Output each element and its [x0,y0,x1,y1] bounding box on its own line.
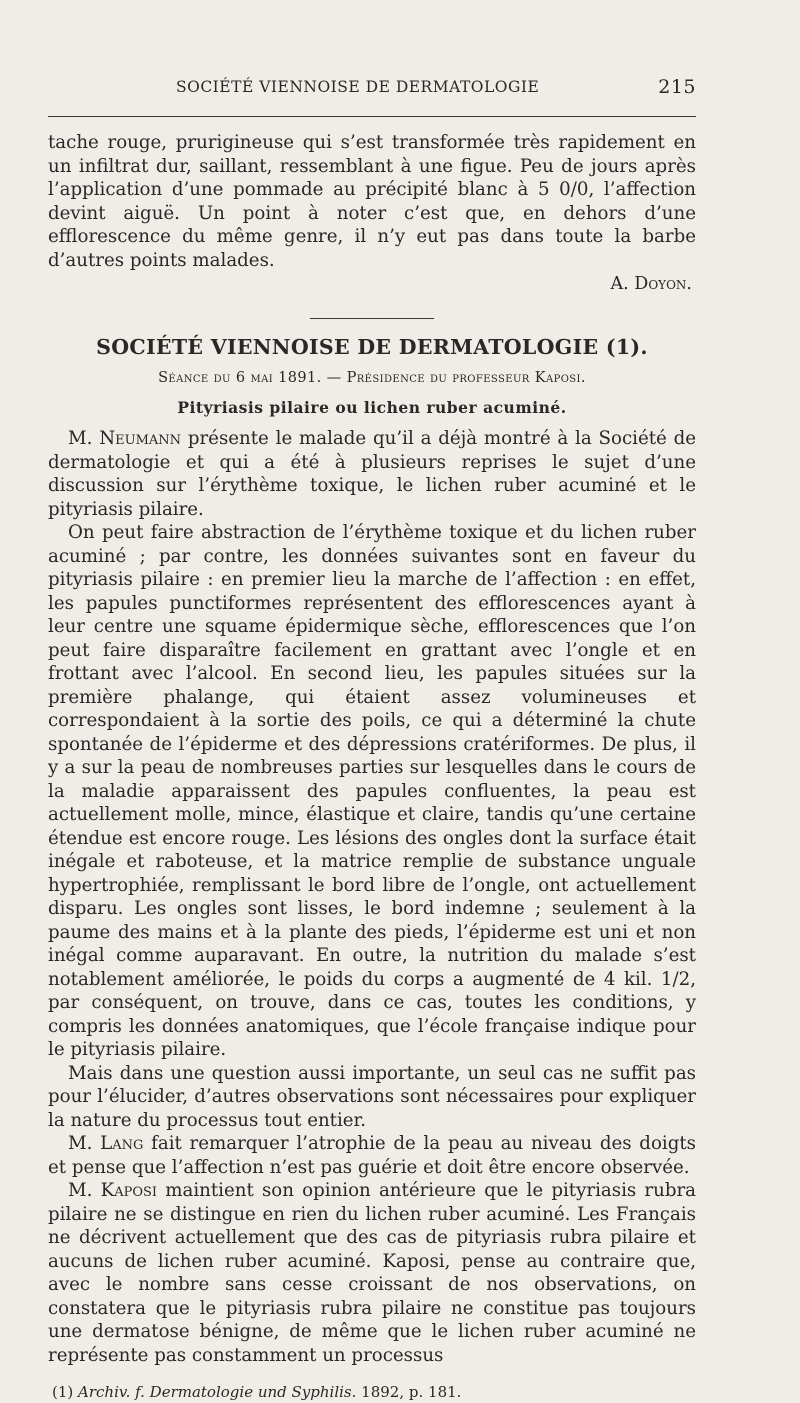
article-title: Pityriasis pilaire ou lichen ruber acuminé. [177,398,567,417]
seance-line: Séance du 6 mai 1891. — Présidence du professeur Kaposi. [158,370,586,386]
paragraph-neumann [48,427,696,521]
book-page [48,0,697,1401]
speaker-name: M. Neumann [68,428,182,449]
running-head [48,78,696,102]
body-text [48,131,696,1403]
paragraph-text: fait remarquer l’atrophie de la peau au niveau des doigts et pense que l’affection n’est pas guérie et doit être encore observée. [48,1133,696,1178]
footnote-marker: (1) [52,1383,79,1401]
paragraph-text: présente le malade qu’il a déjà montré à la Société de dermatologie et qui a été à plusieurs reprises le sujet d’une discussion sur l’érythème toxique, le lichen ruber acuminé et le pityriasis pilaire. [48,428,696,520]
footnote [48,1381,696,1403]
header-rule [48,116,696,117]
paragraph-lang [48,1132,696,1179]
footnote-source: Archiv. f. Dermatologie und Syphilis. [78,1383,357,1401]
speaker-name: M. Kaposi [68,1180,158,1201]
section-title: SOCIÉTÉ VIENNOISE DE DERMATOLOGIE (1). [96,335,648,359]
intro-paragraph: tache rouge, prurigineuse qui s’est transformée très rapidement en un infiltrat dur, saillant, ressemblant à une figue. Peu de jours après l’application d’une pommade au précipité blanc à 5 0/0, l’affection devint aiguë. Un point à noter c’est que, en dehors d’une efflorescence du même genre, il n’y eut pas dans toute la barbe d’autres points malades. [48,132,696,271]
footnote-details: 1892, p. 181. [356,1383,462,1401]
paragraph-kaposi [48,1179,696,1367]
paragraph-analysis: On peut faire abstraction de l’érythème toxique et du lichen ruber acuminé ; par contre, les données suivantes sont en faveur du pityriasis pilaire : en premier lieu la marche de l’affection : en effet, les papules punctiformes représentent des efflorescences ayant à leur centre une squame épidermique sèche, efflorescences que l’on peut faire disparaître facilement en grattant avec l’ongle et en frottant avec l’alcool. En second lieu, les papules situées sur la première phalange, qui étaient assez volumineuses et correspondaient à la sortie des poils, ce qui a déterminé la chute spontanée de l’épiderme et des dépressions cratériformes. De plus, il y a sur la peau de nombreuses parties sur lesquelles dans le cours de la maladie apparaissent des papules confluentes, la peau est actuellement molle, mince, élastique et claire, tandis qu’une certaine étendue est encore rouge. Les lésions des ongles dont la surface était inégale et raboteuse, et la matrice remplie de substance unguale hypertrophiée, remplissant le bord libre de l’ongle, ont actuellement disparu. Les ongles sont lisses, le bord indemne ; seulement à la paume des mains et à la plante des pieds, l’épiderme est uni et non inégal comme auparavant. En outre, la nutrition du malade s’est notablement améliorée, le poids du corps a augmenté de 4 kil. 1/2, par conséquent, on trouve, dans ce cas, toutes les conditions, y compris les données anatomiques, que l’école française indique pour le pityriasis pilaire. [48,522,696,1060]
paragraph-text: maintient son opinion antérieure que le pityriasis rubra pilaire ne se distingue en rien du lichen ruber acuminé. Les Français ne décrivent actuellement que des cas de pityriasis rubra pilaire et aucuns de lichen ruber acuminé. Kaposi, pense au contraire que, avec le nombre sans cesse croissant de nos observations, on constatera que le pityriasis rubra pilaire ne constitue pas toujours une dermatose bénigne, de même que le lichen ruber acuminé ne représente pas constamment un processus [48,1180,697,1366]
speaker-name: M. Lang [68,1133,144,1154]
running-title: SOCIÉTÉ VIENNOISE DE DERMATOLOGIE [176,78,540,96]
signature: A. Doyon. [610,274,692,294]
paragraph-conclusion: Mais dans une question aussi importante, un seul cas ne suffit pas pour l’élucider, d’autres observations sont nécessaires pour expliquer la nature du processus tout entier. [48,1062,696,1131]
section-divider [310,318,434,319]
page-number: 215 [658,76,696,98]
